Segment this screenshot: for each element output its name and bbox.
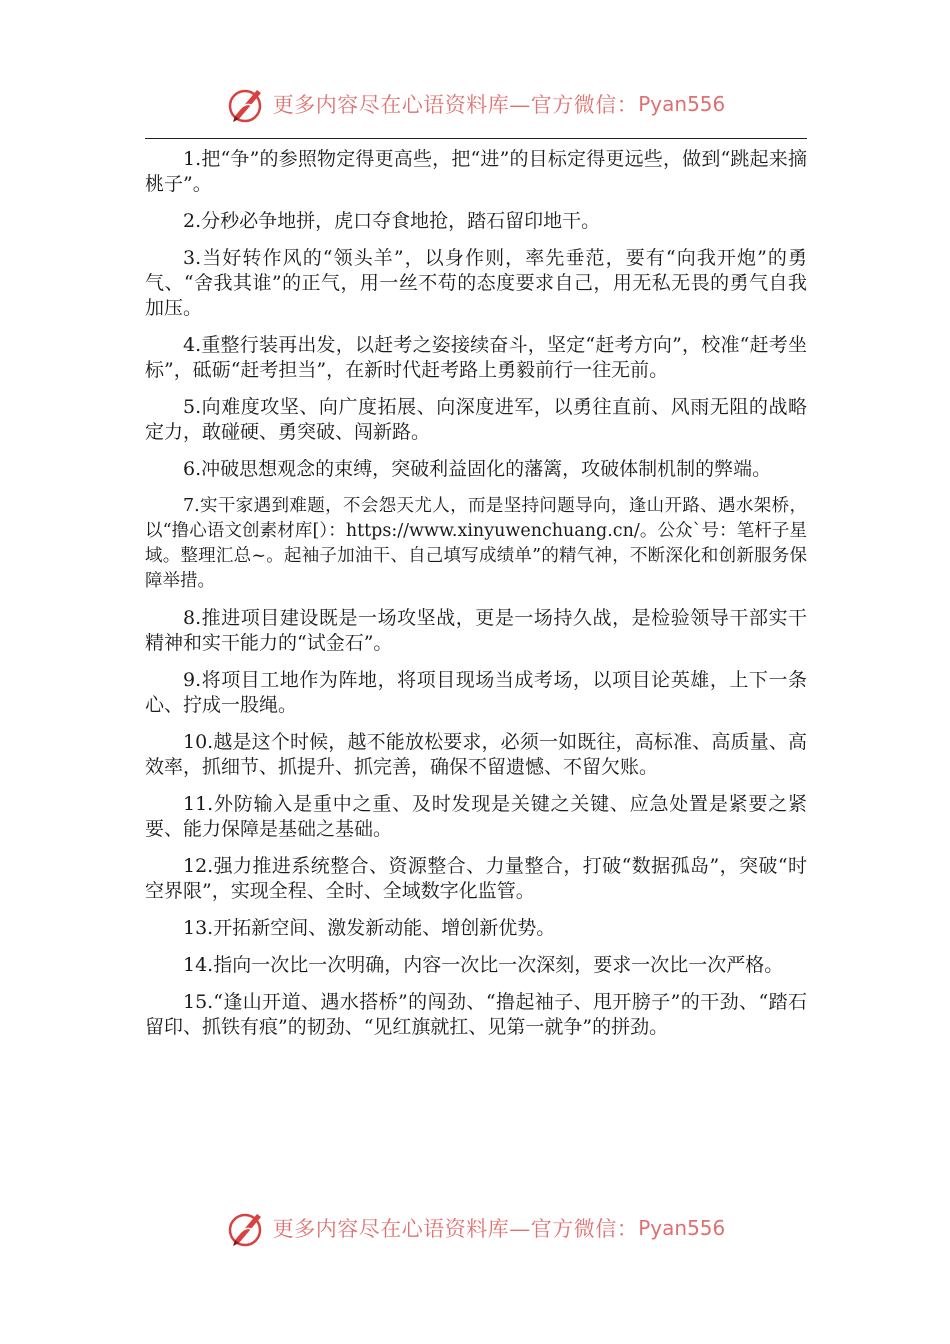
paragraph-13: 13.开拓新空间、激发新动能、增创新优势。 <box>183 917 556 939</box>
header-banner <box>0 82 950 126</box>
paragraph-4: 4.重整行装再出发，以赶考之姿接续奋斗，坚定“赶考方向”，校准“赶考坐标”，砥砺“赶考担当”，在新时代赶考路上勇毅前行一往无前。 <box>145 334 807 381</box>
footer-banner <box>0 1206 950 1250</box>
article-body <box>145 147 807 1052</box>
banner-text: 更多内容尽在心语资料库—官方微信： <box>272 93 639 117</box>
paragraph-15: 15.“逢山开道、遇水搭桥”的闯劲、“撸起袖子、甩开膀子”的干劲、“踏石留印、抓铁有痕”的韧劲、“见红旗就扛、见第一就争”的拼劲。 <box>145 991 807 1038</box>
paragraph-10: 10.越是这个时候，越不能放松要求，必须一如既往，高标准、高质量、高效率，抓细节、抓提升、抓完善，确保不留遗憾、不留欠账。 <box>145 731 807 778</box>
paragraph-1: 1.把“争”的参照物定得更高些，把“进”的目标定得更远些，做到“跳起来摘桃子”。 <box>145 148 807 195</box>
paragraph-2: 2.分秒必争地拼，虎口夺食地抢，踏石留印地干。 <box>183 210 601 232</box>
banner-text: 更多内容尽在心语资料库—官方微信： <box>272 1217 639 1241</box>
paragraph-6: 6.冲破思想观念的束缚，突破利益固化的藩篱，攻破体制机制的弊端。 <box>183 458 772 480</box>
pen-logo-icon <box>225 1206 269 1250</box>
paragraph-8: 8.推进项目建设既是一场攻坚战，更是一场持久战，是检验领导干部实干精神和实干能力的“试金石”。 <box>145 607 807 654</box>
pen-logo-icon <box>225 82 269 126</box>
paragraph-12: 12.强力推进系统整合、资源整合、力量整合，打破“数据孤岛”，突破“时空界限”，实现全程、全时、全域数字化监管。 <box>145 855 807 902</box>
header-divider <box>145 138 807 139</box>
paragraph-9: 9.将项目工地作为阵地，将项目现场当成考场，以项目论英雄，上下一条心、拧成一股绳。 <box>145 669 807 716</box>
paragraph-14: 14.指向一次比一次明确，内容一次比一次深刻，要求一次比一次严格。 <box>183 954 784 976</box>
banner-wechat-id: Pyan556 <box>638 1216 726 1240</box>
paragraph-11: 11.外防输入是重中之重、及时发现是关键之关键、应急处置是紧要之紧要、能力保障是基础之基础。 <box>145 793 807 840</box>
paragraph-7: 7.实干家遇到难题，不会怨天尤人，而是坚持问题导向，逢山开路、遇水架桥，以“撸心语文创素材库[）：https://www.xinyuwenchuang.cn/。公众`号：笔杆子星域。整理汇总~。起袖子加油干、自己填写成绩单”的精气神，不断深化和创新服务保障举措。 <box>145 496 807 591</box>
paragraph-3: 3.当好转作风的“领头羊”，以身作则，率先垂范，要有“向我开炮”的勇气、“舍我其谁”的正气，用一丝不苟的态度要求自己，用无私无畏的勇气自我加压。 <box>145 247 807 319</box>
paragraph-5: 5.向难度攻坚、向广度拓展、向深度进军，以勇往直前、风雨无阻的战略定力，敢碰硬、勇突破、闯新路。 <box>145 396 807 443</box>
banner-wechat-id: Pyan556 <box>638 92 726 116</box>
